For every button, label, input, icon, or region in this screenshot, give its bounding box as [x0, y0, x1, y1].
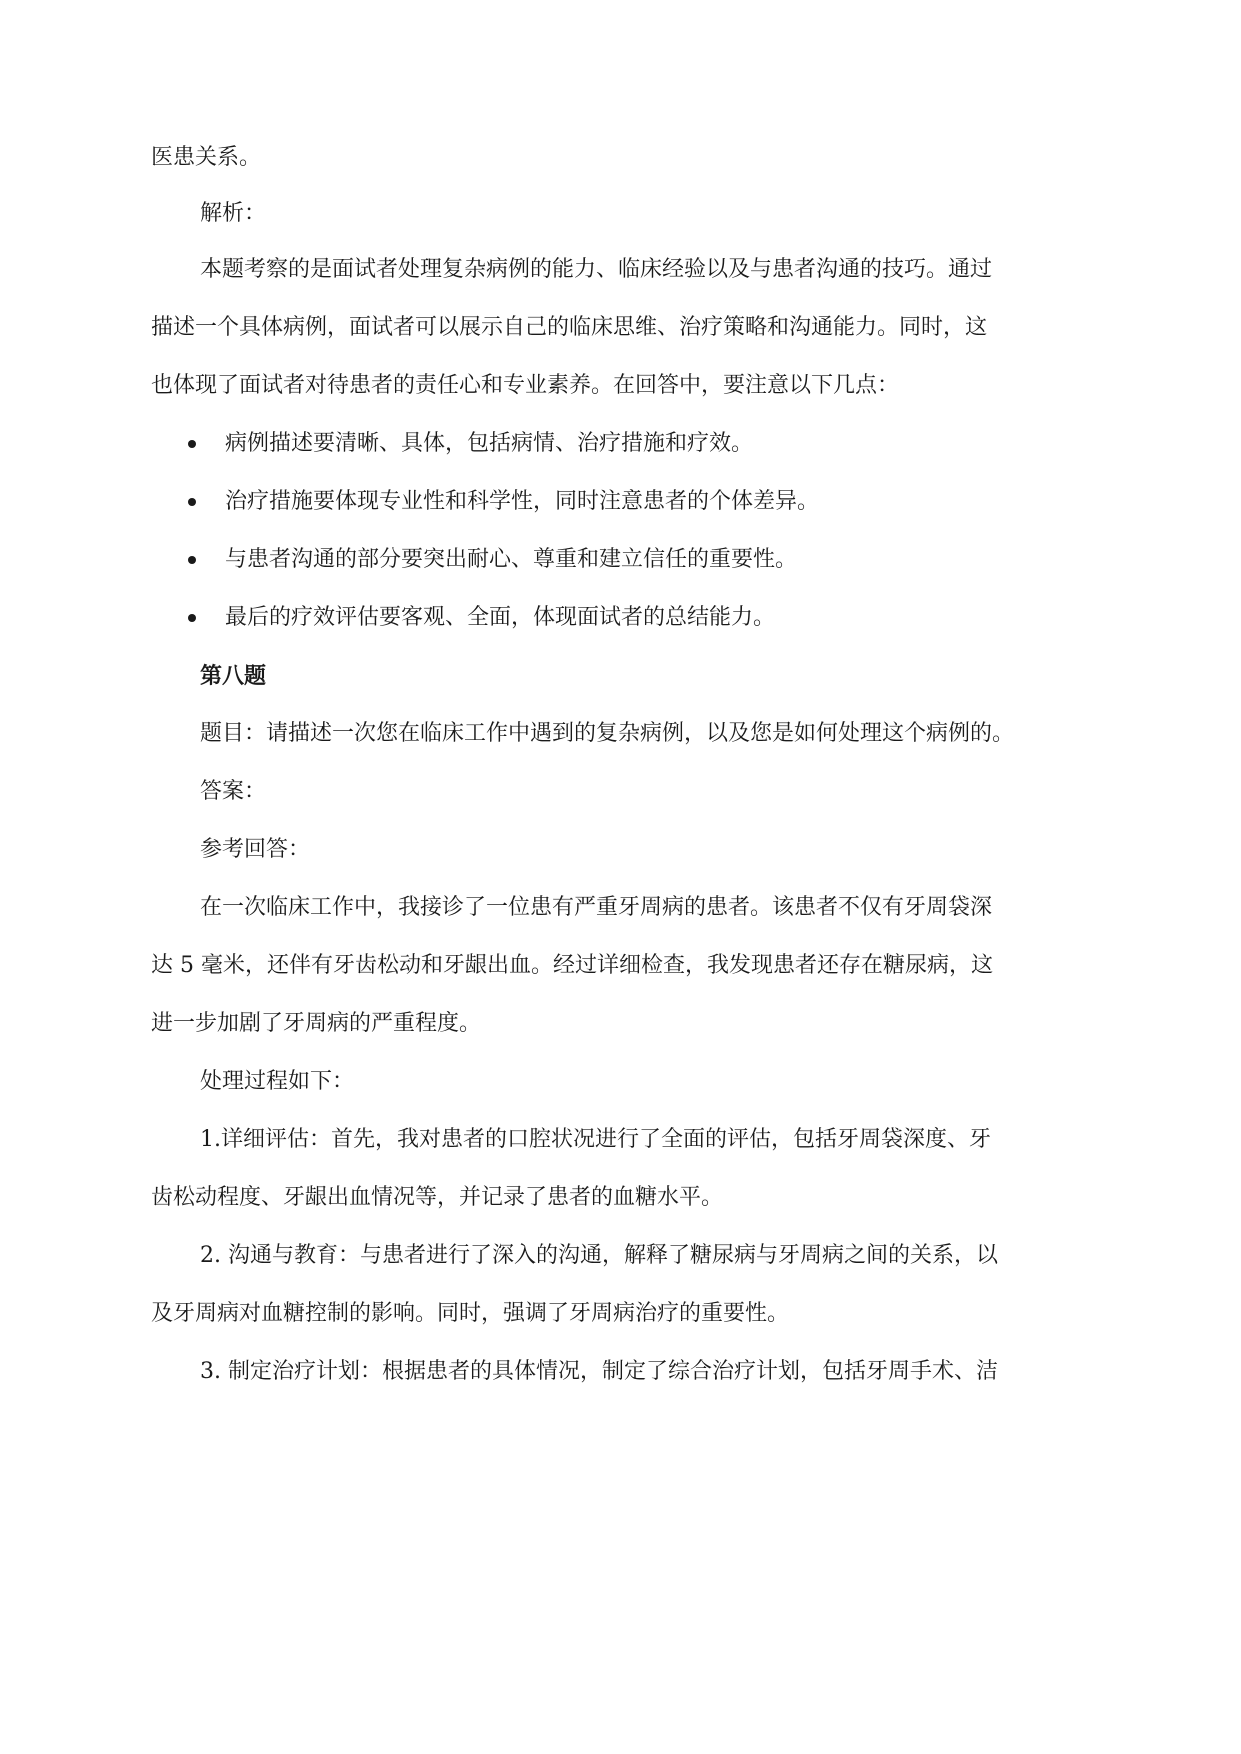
bullet-text: 治疗措施要体现专业性和科学性，同时注意患者的个体差异。	[225, 489, 820, 514]
bullet-text: 病例描述要清晰、具体，包括病情、治疗措施和疗效。	[225, 431, 754, 456]
paragraph-line: 本题考察的是面试者处理复杂病例的能力、临床经验以及与患者沟通的技巧。通过	[200, 257, 993, 282]
reference-label: 参考回答：	[200, 837, 311, 862]
step-line: 齿松动程度、牙龈出血情况等，并记录了患者的血糖水平。	[151, 1185, 724, 1210]
bullet-item	[151, 428, 753, 460]
paragraph-line: 进一步加剧了牙周病的严重程度。	[151, 1011, 482, 1036]
question-line: 题目：请描述一次您在临床工作中遇到的复杂病例，以及您是如何处理这个病例的。	[200, 721, 1015, 746]
paragraph-line: 描述一个具体病例，面试者可以展示自己的临床思维、治疗策略和沟通能力。同时，这	[151, 315, 988, 340]
step-line: 3. 制定治疗计划：根据患者的具体情况，制定了综合治疗计划，包括牙周手术、洁	[200, 1359, 998, 1384]
paragraph-line: 达 5 毫米，还伴有牙齿松动和牙龈出血。经过详细检查，我发现患者还存在糖尿病，这	[151, 953, 993, 978]
bullet-icon	[188, 498, 196, 506]
answer-label: 答案：	[200, 779, 267, 804]
bullet-item	[151, 544, 797, 576]
bullet-text: 最后的疗效评估要客观、全面，体现面试者的总结能力。	[225, 605, 776, 630]
section-heading: 第八题	[200, 663, 267, 689]
bullet-icon	[188, 556, 196, 564]
bullet-item	[151, 486, 819, 518]
bullet-icon	[188, 614, 196, 622]
bullet-item	[151, 602, 775, 634]
process-label: 处理过程如下：	[200, 1069, 355, 1094]
paragraph-line: 医患关系。	[151, 145, 262, 170]
paragraph-line: 也体现了面试者对待患者的责任心和专业素养。在回答中，要注意以下几点：	[151, 373, 900, 398]
analysis-label: 解析：	[200, 201, 267, 226]
bullet-text: 与患者沟通的部分要突出耐心、尊重和建立信任的重要性。	[225, 547, 798, 572]
step-line: 1.详细评估：首先，我对患者的口腔状况进行了全面的评估，包括牙周袋深度、牙	[200, 1127, 991, 1152]
paragraph-line: 在一次临床工作中，我接诊了一位患有严重牙周病的患者。该患者不仅有牙周袋深	[200, 895, 993, 920]
bullet-icon	[188, 440, 196, 448]
step-line: 2. 沟通与教育：与患者进行了深入的沟通，解释了糖尿病与牙周病之间的关系，以	[200, 1243, 998, 1268]
step-line: 及牙周病对血糖控制的影响。同时，强调了牙周病治疗的重要性。	[151, 1301, 790, 1326]
